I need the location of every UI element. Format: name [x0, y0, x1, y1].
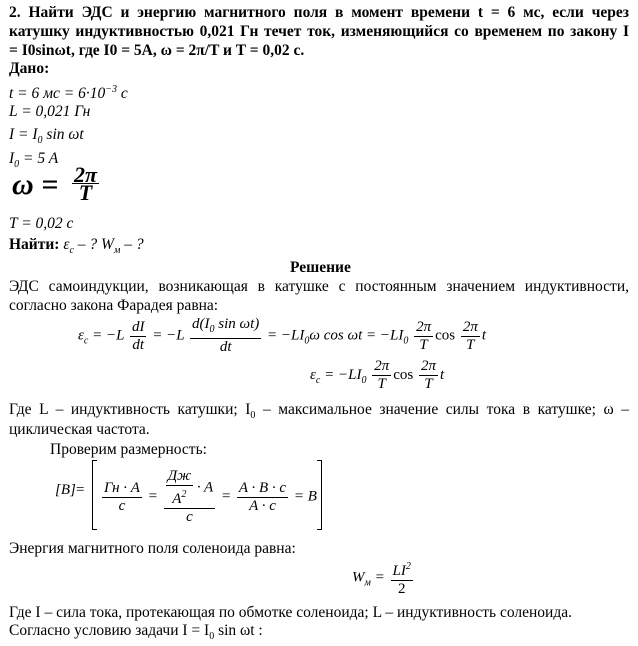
solution-where-2: циклическая частота.	[9, 421, 150, 438]
solution-heading: Решение	[290, 259, 351, 276]
bracket-right	[317, 460, 322, 530]
formula-faraday: $\varepsilon_с = -L$ $\frac{dI}{dt}$ = −L $\frac{d(I_0 \sin \omega t)}{dt}$ = $-LI_0\omega$ $\cos \omega t = -LI_0$ $\frac{2\pi}{T}$ cos $\frac{2\pi}{T}$ t	[78, 316, 487, 355]
problem-line-2: катушку индуктивностью 0,021 Гн течет ток, изменяющийся со временем по закону I	[9, 23, 629, 40]
solution-where-1: Где L – индуктивность катушки; $I_0$ – максимальное значение силы тока в катушке; ω –	[9, 401, 630, 422]
solution-p1: ЭДС самоиндукции, возникающая в катушке с постоянным значением индуктивности,	[9, 278, 629, 295]
formula-emf: $\varepsilon_с = -LI_0$ $\frac{2\pi}{T}$ cos $\frac{2\pi}{T}$ t	[310, 358, 445, 392]
given-L: L = 0,021 Гн	[9, 103, 91, 120]
given-t: t = 6 мс = $6\cdot 10^{-3}$ с	[9, 84, 128, 103]
given-T: T = 0,02 с	[9, 215, 74, 232]
find-line: Найти: $\varepsilon_с$ – ? $W_м$ – ?	[9, 236, 144, 257]
units-B-label: [B]	[55, 482, 76, 498]
given-I: $I = I_0$ sin ωt	[9, 126, 84, 147]
given-label: Дано:	[9, 60, 50, 77]
solution-energy: Энергия магнитного поля соленоида равна:	[9, 540, 296, 557]
solution-check: Проверим размерность:	[50, 441, 207, 458]
solution-p1b: согласно закона Фарадея равна:	[9, 297, 219, 314]
formula-energy: $W_м$ = $\frac{LI^2}{2}$	[352, 558, 415, 598]
formula-units: $\frac{Гн \cdot A}{с}$ = $\frac{Дж}{A^2}$ · A с = $\frac{A \cdot B \cdot с}{A \cdot с}$ = B	[104, 468, 317, 525]
units-eq: =	[75, 482, 86, 498]
given-I0: $I_0 = 5$ A	[9, 150, 59, 171]
given-omega-lhs: ω =	[12, 168, 59, 201]
solution-where-3: Где I – сила тока, протекающая по обмотке соленоида; L – индуктивность соленоида.	[9, 604, 572, 621]
solution-condition: Согласно условию задачи $I = I_0$ sin ωt :	[9, 622, 263, 643]
problem-line-3: = I0sinωt, где I0 = 5A, ω = 2π/T и T = 0,02 с.	[9, 42, 305, 59]
problem-line-1: 2. Найти ЭДС и энергию магнитного поля в момент времени t = 6 мс, если через	[9, 4, 629, 21]
given-omega-fraction: $\frac{2\pi}{T}$	[74, 162, 98, 205]
bracket-left	[92, 460, 97, 530]
